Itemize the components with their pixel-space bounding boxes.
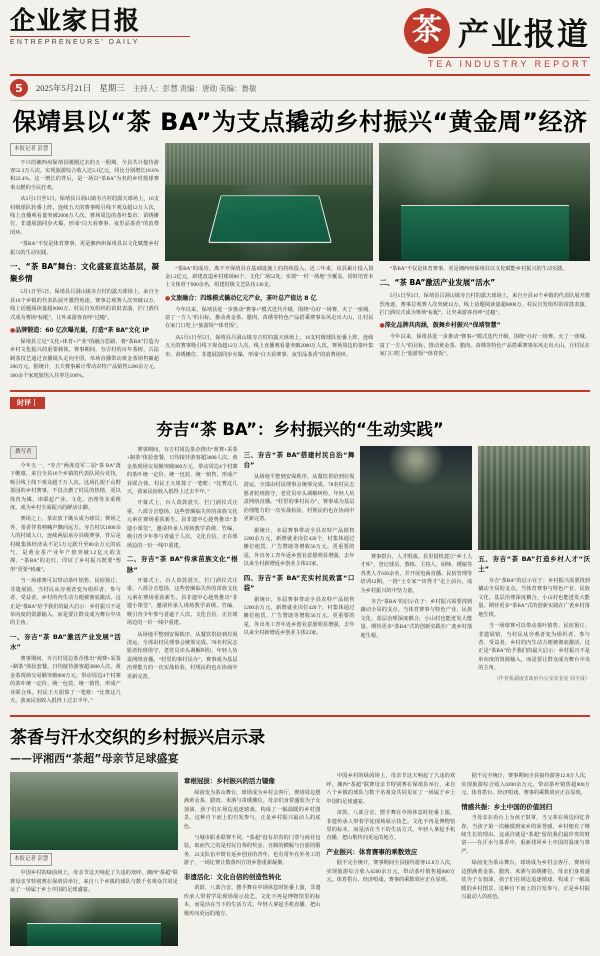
issue-weekday: 星期三 [99, 83, 125, 93]
bottom-col-3 [326, 772, 455, 945]
page-number-badge: 5 [10, 79, 28, 97]
paragraph: 5月1日至5日，保靖县吕洞山镇夯吉村的露天球场上，来自全县16个乡镇的代表队展开激烈角逐。赛事总观赛人次突破12万，线上话题阅读量超6000万。村民自发组织的苗鼓表演、拦门酒仪式成为赛场“标配”，让外来游客直呼“过瘾”。 [10, 289, 159, 321]
paragraph: 5月1日至5日，保靖县吕洞山镇夯吉村的露天球场上，来自全县16个乡镇的代表队展开激烈角逐。赛事总观赛人次突破12万，线上话题阅读量超6000万。村民自发组织的苗鼓表演、拦门酒仪式成为赛场“标配”，让外来游客直呼“过瘾”。 [379, 293, 590, 316]
subhead: 一、“茶 BA”舞台：文化盛宴直达基层，凝聚乡情 [10, 262, 159, 284]
commentary-headline: 夯吉“茶 BA”：乡村振兴的“生动实践” [156, 419, 444, 439]
paragraph: 绿茵变为茶山舞台，球场成为乡村会客厅，赛场周边摆满黄金茶、腊肉、米酒与苗绣摊位。母亲们身着盛装为子女加油，孩子们在场边追逐嬉戏，构成了一幅温暖的乡村图景。这种自下而上的自发参与，正是乡村振兴最动人的底色。 [461, 860, 590, 900]
paragraph: 夯吉“茶BA”的启示在于：乡村振兴需要找到撬动全局的支点。当体育赛事与特色产业、民族文化、基层治理深度耦合，小山村也能迸发大能量。期待更多“茶BA”式的创新实践在广袤乡村落地生根。 [478, 577, 590, 618]
commentary-col-1 [10, 446, 121, 708]
paragraph: 中国乡村的绿茵场上，母亲节这天响起了久违的欢呼。湘西“茶超”联赛母亲节特别赛在保靖县举行，来自八个乡镇的球队与数千名观众共同见证了一场属于乡土中国的足球盛宴。 [10, 870, 178, 894]
paragraph: 苗鼓、八部合音、摆手舞在中场休息时轮番上演，非遗传承人带着学徒现场展示技艺。文化不再是博物馆里的标本，而是活在当下的生活方式。年轻人拿起手机直播，把山歌传向更远的地方。 [183, 885, 321, 917]
paragraph: 从5月1日至5日，保靖县吕洞山镇夯吉村的露天球场上，16支村级球队轮番上阵，连续五天的赛事吸引线下观众超12万人次，线上直播观看量突破2000万人次。赛场周边的茶叶集市、苗绣摊位、非遗展演同步火爆，形成“白天看赛事、夜里品茶香”的消费闭环。 [10, 196, 159, 236]
paragraph: 赛事期间，夯吉村周边茶企推出“观赛+采茶+制茶”体验套餐，日均接待游客超3000人次。黄金茶现场交易额突破800万元，带动周边4个村寨的茶叶统一定价、统一包装、统一销售，形成产业联合体。村民王大姐算了一笔账：“比赛这几天，我家民宿收入抵得上过去半年。” [126, 446, 238, 496]
paragraph: 据统计，本届赛事带动全县农特产品销售1200余万元，新增就业岗位420个，村集体通过摊位租赁、广告赞助等增收56万元。更重要的是，外出务工青年返乡创业意愿明显增强，去年以来全村新增返乡创业主体23家。 [243, 527, 355, 568]
section-label-commentary: 时评丨 [10, 397, 45, 409]
publication-name-en: ENTREPRENEURS' DAILY [10, 39, 140, 47]
bottom-head: 情感共振：乡土中国的价值回归 [461, 802, 553, 811]
paragraph: 赛事期间，夯吉村周边茶企推出“观赛+采茶+制茶”体验套餐，日均接待游客超3000人次。黄金茶现场交易额突破800万元，带动周边4个村寨的茶叶统一定价、统一包装、统一销售，形成产业联合体。村民王大姐算了一笔账：“比赛这几天，我家民宿收入抵得上过去半年。” [10, 655, 121, 704]
section-title-row [200, 8, 590, 54]
logo-divider [10, 36, 190, 37]
commentary-col-5 [478, 446, 590, 708]
paragraph: 当母亲在看台上为孩子鼓掌，当父辈在场边回忆青春，当孩子第一次触摸到家乡的荣誉感，乡村便有了继续生长的理由。这或许就是“茶超”留给我们最珍贵的财富——在汗水与茶香中，重新找回乡土中国的温度与尊严。 [461, 815, 590, 855]
paragraph: 据不完全统计，赛事期间全县接待游客12.8万人次，实现旅游综合收入6200余万元，带动茶叶销售超800万元。体育搭台、经济唱戏，赛事的乘数效应正在显现。 [461, 773, 590, 797]
section-masthead [190, 8, 590, 72]
paragraph: 从5月1日至5日，保靖县吕洞山镇夯吉村的露天球场上，16支村级球队轮番上阵，连续五天的赛事吸引线下观众超12万人次，线上直播观看量突破2000万人次。赛场周边的茶叶集市、苗绣摊位、非遗展演同步火爆，形成“白天看赛事、夜里品茶香”的消费闭环。 [164, 334, 374, 358]
bullet-point: ●文旅融合：四维模式撬动亿元产业，茶叶总产值达 8 亿 [164, 294, 317, 302]
paragraph: 开幕式上，百人苗鼓震天、拦门酒仪式庄重、八部合音悠扬，这些曾濒临失传的苗族文化元素在赛场重获新生。县非遗中心趁势推出“非遗小课堂”，邀请传承人现场教学苗绣、竹编，吸引青少年参与者逾千人次。文化自信，正在球场边的一针一线中重建。 [126, 500, 238, 549]
bottom-article [10, 772, 590, 945]
commentary-body [10, 446, 590, 708]
section-title-cn: 产业报道 [458, 16, 590, 53]
paragraph: 当一场球赛可以带动茶叶销售、民宿预订、非遗展销，当村民从旁观者变为组织者、参与者、受益者，乡村的内生动力便被彻底激活。这正是“茶BA”给予我们的最大启示：乡村振兴不是单向度的资源输入，而是要让群众成为舞台中央的主角。 [478, 623, 590, 672]
paragraph: 从场地平整到安保秩序，从餐饮供给到垃圾清运，全部由村民理事会统筹完成。78名村民志愿者轮班值守，老党员牵头调解纠纷，年轻人负责网络直播。“村里的事村民办”，赛事成为基层治理能力的一次实战检验，村规民约也在协商中更新完善。 [126, 631, 238, 680]
paragraph: 今年以来，保靖县进一步推动“赛事+”模式迭代升级，围绕“办好一场赛、火了一座城、富了一方人”的目标，推动黄金茶、腊肉、苗绣等特色产品搭乘赛事东风走出大山，让村民在家门口吃上“旅游饭”“体育饭”。 [379, 334, 590, 357]
masthead-logo [10, 8, 190, 46]
bullet-point: ●品牌锻造：60 亿次曝光量，打造“茶 BA”文化 IP [10, 327, 150, 335]
bottom-head: 非遗活化：文化自信的创造性转化 [183, 872, 282, 881]
paragraph: 不只的湘西州保靖县刚刚过去的五一假期，全县共计接待游客52.3万人次，实现旅游综合收入达3.1亿元，同比分别增长18.6%和22.4%。这一增长的背后，是一场以“茶BA”为名的乡村篮球赛事点燃的全民狂欢。 [10, 159, 159, 191]
paragraph: 据统计，本届赛事带动全县农特产品销售1200余万元，新增就业岗位420个，村集体通过摊位租赁、广告赞助等增收56万元。更重要的是，外出务工青年返乡创业意愿明显增强，去年以来全村新增返乡创业主体23家。 [243, 596, 355, 637]
paragraph: 赛事搭台，人才唱戏。县里借机建立“乡土人才库”，登记球员、教练、主持人、厨师、绣娘等各类人才630余名，并开展电商直播、民宿管理等培训12期。一批“土专家”“田秀才”走上前台，成为乡村振兴的中坚力量。 [360, 553, 473, 594]
top-article-col-3 [379, 143, 590, 383]
paragraph: 今年五一，“夯吉”两度进军二届“茶 BA”落下帷幕，来自全县16个乡镇的代表队同台竞技，吸引线上线下观众超千万人次。这场扎根于山野茶园的乡村赛事，不仅点燃了村民的热情，更以体育为媒，串联起产业、文化、治理等多重维度，成为乡村全面振兴的鲜活注脚。 [10, 462, 121, 511]
bottom-head: 章根冠拔：乡村振兴的活力镜像 [183, 777, 275, 786]
paragraph: “茶BA”不仅是体育赛事，更是湘西州保靖县以文化赋能乡村振兴的生动实践。 [10, 241, 159, 256]
bottom-col-2 [184, 772, 321, 945]
photo-night-match [360, 446, 472, 550]
paragraph: 绿茵变为茶山舞台，球场成为乡村会客厅，赛场周边摆满黄金茶、腊肉、米酒与苗绣摊位。母亲们身着盛装为子女加油，孩子们在场边追逐嬉戏，构成了一幅温暖的乡村图景。这种自下而上的自发参与，正是乡村振兴最动人的底色。 [183, 789, 321, 830]
paragraph: 赛场之上，茶农放下锄头成为球员；赛场之外，茶香伴着呐喊声飘向远方。夯吉村以1600余人的村域人口，连续两届承办县级赛事，背后是村级集体经济从不足5万元跃升至80余万元的底气，是黄金茶产业年产值突破1.2亿元的支撑。“茶BA”的走红，印证了乡村振兴既要“塑形”更要“铸魂”。 [10, 516, 121, 573]
byline: 本报记者 彭慧 [10, 853, 52, 866]
article-signature: （作者系湖南省政府办公室农业处 周全成） [493, 676, 590, 682]
paragraph: “茶BA”不仅是体育赛事，更是湘西州保靖县以文化赋能乡村振兴的生动实践。 [389, 265, 568, 272]
bottom-headline: 茶香与汗水交织的乡村振兴启示录 [10, 728, 265, 749]
paragraph: “茶BA”的成功，离不开保靖县在基础设施上的持续投入。近三年来，该县累计投入资金1.2亿元，新建改造乡村球场86个、文化广场52处，实现“一村一场地”全覆盖。同时培育本土文体骨干800余名，组建村级文艺队伍136支。 [164, 265, 374, 289]
photo-basketball-action [379, 143, 590, 261]
commentary-col-2 [127, 446, 238, 708]
numbered-head: 三、夯吉“茶 BA”搭建村民自治“舞台” [243, 450, 355, 470]
numbered-head: 二、夯吉“茶 BA”传承苗族文化“根脉” [126, 555, 238, 574]
section-divider [10, 390, 590, 392]
author-label: 撰写者 [10, 446, 37, 459]
paragraph: 从场地平整到安保秩序，从餐饮供给到垃圾清运，全部由村民理事会统筹完成。78名村民志愿者轮班值守，老党员牵头调解纠纷，年轻人负责网络直播。“村里的事村民办”，赛事成为基层治理能力的一次实战检验，村规民约也在协商中更新完善。 [243, 473, 355, 523]
issue-bar [10, 76, 590, 101]
photo-match-bottom [10, 898, 178, 946]
top-article-photos [165, 143, 374, 383]
top-article [10, 143, 590, 383]
bottom-col-photos [10, 772, 178, 945]
paragraph: 据不完全统计，赛事期间全县接待游客12.8万人次，实现旅游综合收入6200余万元，带动茶叶销售超800万元。体育搭台、经济唱戏，赛事的乘数效应正在显现。 [326, 860, 456, 884]
commentary-col-3 [244, 446, 355, 708]
publication-name-cn: 企业家日报 [10, 6, 141, 35]
commentary-col-4 [360, 446, 472, 708]
byline: 本报记者 彭慧 [10, 143, 52, 156]
tea-badge-icon: 茶 [404, 8, 450, 54]
top-article-col-2 [165, 265, 374, 360]
paragraph: 保靖县立足“文化+体育+产业”的融合思路，将“茶BA”打造为乡村文化振兴的重要载体。赛事期间，夯吉村的百年茶树、古法制茶技艺通过直播镜头走向全国，单场直播带动黄金茶销售额超200万元。据统计，五天赛事累计带动农特产品销售1200余万元，300余个家庭旅馆入住率达100%。 [10, 338, 159, 379]
paragraph: 夯吉“茶BA”的启示在于：乡村振兴需要找到撬动全局的支点。当体育赛事与特色产业、民族文化、基层治理深度耦合，小山村也能迸发大能量。期待更多“茶BA”式的创新实践在广袤乡村落地生根。 [360, 599, 473, 639]
top-article-col-1 [10, 143, 159, 383]
paragraph: 开幕式上，百人苗鼓震天、拦门酒仪式庄重、八部合音悠扬，这些曾濒临失传的苗族文化元素在赛场重获新生。县非遗中心趁势推出“非遗小课堂”，邀请传承人现场教学苗绣、竹编，吸引青少年参与者逾千人次。文化自信，正在球场边的一针一线中重建。 [126, 578, 238, 627]
paragraph: 当一场球赛可以带动茶叶销售、民宿预订、非遗展销，当村民从旁观者变为组织者、参与者、受益者，乡村的内生动力便被彻底激活。这正是“茶BA”给予我们的最大启示：乡村振兴不是单向度的资源输入，而是要让群众成为舞台中央的主角。 [10, 578, 121, 627]
bottom-subhead: ——评湘西“茶超”母亲节足球盛宴 [10, 752, 179, 766]
masthead [10, 8, 590, 76]
bottom-col-4 [461, 772, 590, 945]
section-divider-bottom [10, 715, 590, 717]
section-title-en: TEA INDUSTRY REPORT [427, 59, 590, 69]
issue-credit: 主持人：彭慧 责编：唐勋 美编：鲁敏 [132, 83, 257, 93]
numbered-head: 一、夯吉“茶 BA”激活产业发展“活水” [10, 632, 121, 652]
bottom-head: 产业振兴：体育赛事的乘数效应 [326, 847, 418, 856]
photo-court-overview [165, 143, 374, 261]
numbered-head: 五、夯吉“茶 BA”打造乡村人才“沃土” [478, 554, 590, 574]
paragraph: 今年以来，保靖县进一步推动“赛事+”模式迭代升级，围绕“办好一场赛、火了一座城、富了一方人”的目标，推动黄金茶、腊肉、苗绣等特色产品搭乘赛事东风走出大山，让村民在家门口吃上“旅游饭”“体育饭”。 [164, 306, 374, 330]
bullet-point: ●深化品牌共肉涵，鼓舞乡村振兴“保靖智慧” [379, 322, 501, 330]
paragraph: 苗鼓、八部合音、摆手舞在中场休息时轮番上演，非遗传承人带着学徒现场展示技艺。文化不再是博物馆里的标本，而是活在当下的生活方式。年轻人拿起手机直播，把山歌传向更远的地方。 [326, 810, 456, 842]
issue-date: 2025年5月21日 [36, 83, 92, 93]
page-title: 保靖县以“茶 BA”为支点撬动乡村振兴“黄金周”经济 [12, 108, 588, 136]
photo-crowd [478, 446, 590, 550]
photo-team-group [10, 772, 178, 850]
numbered-head: 四、夯吉“茶 BA”充实村民致富“口袋” [243, 573, 355, 593]
subhead: 二、“茶 BA”激活产业发展“活水” [379, 278, 496, 288]
paragraph: 中国乡村的绿茵场上，母亲节这天响起了久违的欢呼。湘西“茶超”联赛母亲节特别赛在保靖县举行，来自八个乡镇的球队与数千名观众共同见证了一场属于乡土中国的足球盛宴。 [326, 773, 456, 805]
paragraph: 与城市职业联赛不同，“茶超”没有昂贵的门票与商业包装，取而代之的是村民自筹的奖金、自制的横幅与自愿的服务。23支队伍中既有返乡创业的青年，也有常年在外务工的游子，一场比赛让散落四方的乡愁重新凝聚。 [183, 835, 321, 867]
